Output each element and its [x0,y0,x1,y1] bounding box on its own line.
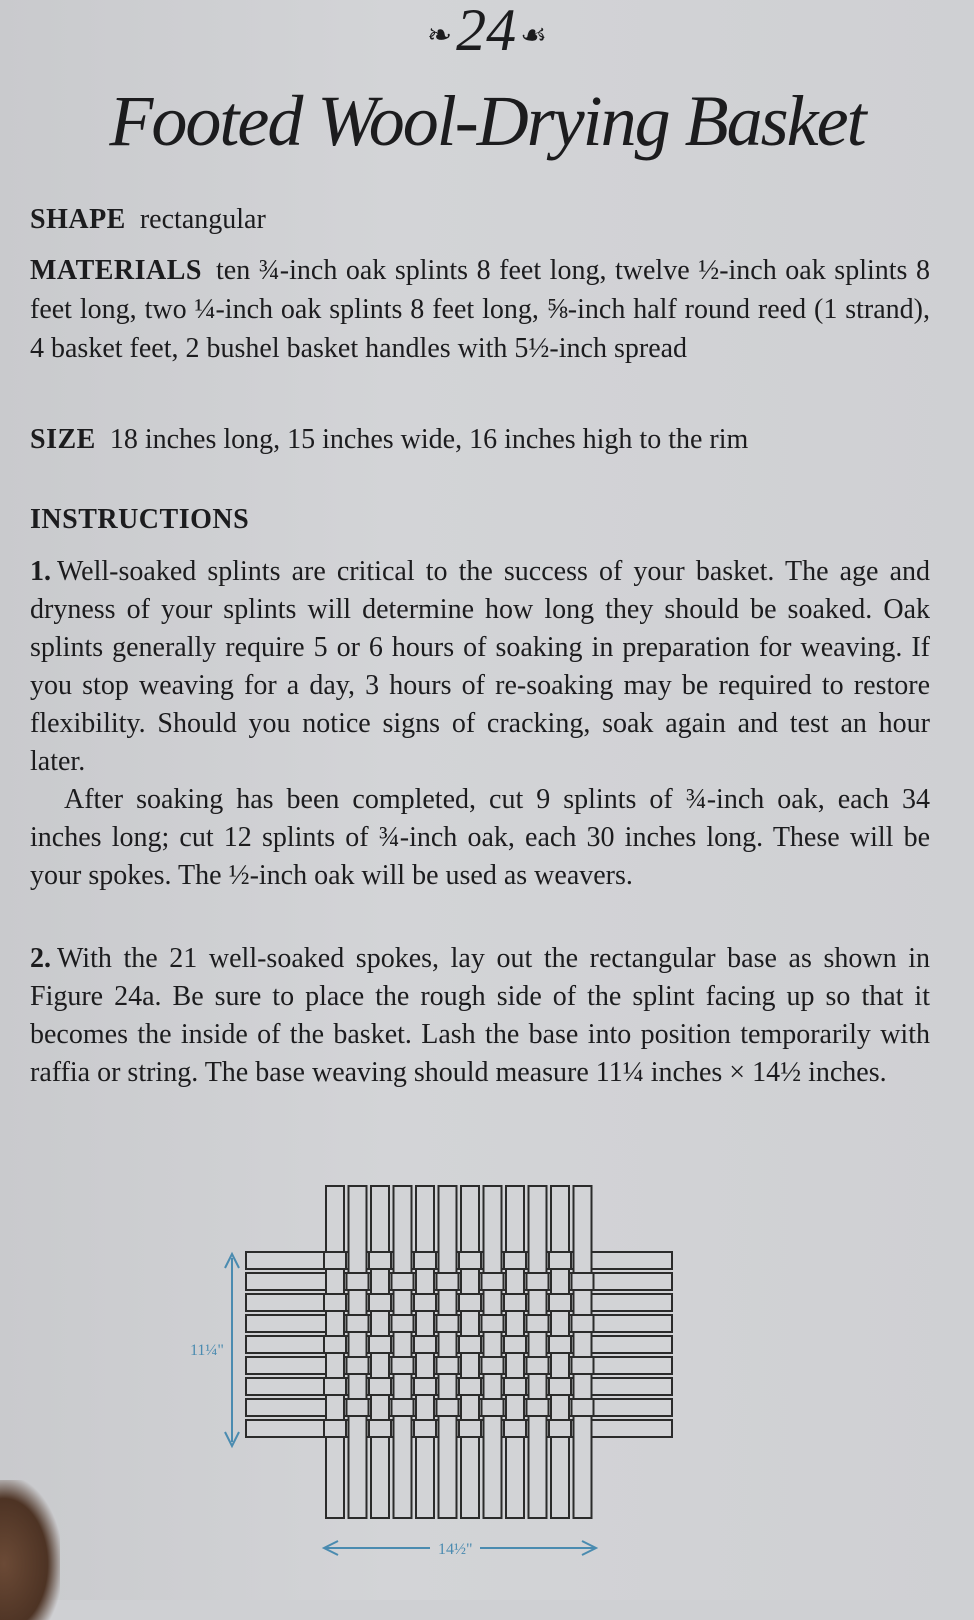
weave-crossing [369,1294,391,1311]
woven-base-diagram [180,1180,700,1590]
step-1-continued: After soaking has been completed, cut 9 splints of ¾-inch oak, each 34 inches long; cut 12 splints of ¾-inch oak, each 30 inches long. These will be your spokes. The ½-inch oak will be used as weavers. [30,784,930,891]
weave-crossing [459,1252,481,1269]
height-dimension-label: 11¼" [190,1342,224,1359]
left-ornament-icon: ❧ [426,19,453,53]
weave-crossing [504,1294,526,1311]
weave-crossing [572,1315,594,1332]
weave-crossing [482,1399,504,1416]
shape-value: rectangular [139,204,266,235]
weave-crossing [369,1420,391,1437]
weave-crossing [369,1378,391,1395]
weave-crossing [459,1378,481,1395]
weave-crossing [437,1357,459,1374]
weave-crossing [324,1420,346,1437]
weave-crossing [572,1273,594,1290]
weave-crossing [414,1336,436,1353]
weave-crossing [482,1357,504,1374]
weave-crossing [527,1273,549,1290]
weave-crossing [572,1357,594,1374]
weave-crossing [392,1315,414,1332]
materials-value: ten ¾-inch oak splints 8 feet long, twelve ½-inch oak splints 8 feet long, two ¼-inch oak splints 8 feet long, ⅝-inch half round reed (1 strand), 4 basket feet, 2 bushel basket handles with 5½-inch spread [30,255,930,364]
step-1-text: Well-soaked splints are critical to the success of your basket. The age and dryness of your splints will determine how long they should be soaked. Oak splints generally require 5 or 6 hours of soaking in preparation for weaving. If you stop weaving for a day, 3 hours of re-soaking may be required to restore flexibility. Should you notice signs of cracking, soak again and test an hour later. [30,556,930,777]
weave-crossing [437,1399,459,1416]
shape-label: SHAPE [30,204,126,235]
materials-label: MATERIALS [30,255,203,286]
weave-crossing [324,1294,346,1311]
weave-crossing [347,1399,369,1416]
weave-crossing [549,1252,571,1269]
weave-crossing [459,1294,481,1311]
chapter-number: 24 [456,0,517,63]
weave-crossing [347,1357,369,1374]
weave-crossing [324,1252,346,1269]
weave-crossing [527,1357,549,1374]
weave-crossing [324,1336,346,1353]
vertical-spoke [439,1186,457,1518]
weave-crossing [347,1273,369,1290]
weave-crossing [347,1315,369,1332]
weave-crossing [504,1336,526,1353]
weave-crossing [392,1273,414,1290]
instructions-heading: INSTRUCTIONS [30,504,250,535]
size-section [30,420,930,459]
materials-section [30,251,930,368]
weave-crossing [549,1294,571,1311]
figure-24a [180,1180,700,1590]
weave-crossing [392,1399,414,1416]
weave-crossing [459,1336,481,1353]
vertical-spoke [574,1186,592,1518]
right-ornament-icon: ☙ [520,19,548,53]
step-1-number: 1. [30,556,51,587]
weave-crossing [504,1252,526,1269]
vertical-spoke [484,1186,502,1518]
weave-crossing [392,1357,414,1374]
chapter-heading [0,0,974,63]
weave-crossing [572,1399,594,1416]
vertical-spoke [349,1186,367,1518]
instruction-step-1 [30,553,930,895]
weave-crossing [482,1315,504,1332]
weave-crossing [527,1399,549,1416]
thumb-shadow [0,1480,60,1620]
vertical-spoke [394,1186,412,1518]
weave-crossing [549,1336,571,1353]
weave-crossing [414,1378,436,1395]
weave-crossing [414,1252,436,1269]
weave-crossing [549,1420,571,1437]
weave-crossing [527,1315,549,1332]
weave-crossing [414,1420,436,1437]
weave-crossing [369,1336,391,1353]
page-title: Footed Wool-Drying Basket [109,81,865,161]
size-value: 18 inches long, 15 inches wide, 16 inches high to the rim [109,424,749,455]
step-2-number: 2. [30,943,51,974]
weave-crossing [504,1378,526,1395]
weave-crossing [482,1273,504,1290]
weave-crossing [459,1420,481,1437]
weave-crossing [504,1420,526,1437]
instruction-step-2 [30,940,930,1092]
weave-crossing [369,1252,391,1269]
weave-crossing [549,1378,571,1395]
weave-crossing [437,1273,459,1290]
width-dimension-label: 14½" [438,1541,473,1558]
weave-crossing [437,1315,459,1332]
weave-crossing [324,1378,346,1395]
size-label: SIZE [30,424,96,455]
shape-section [30,200,930,239]
weave-crossing [414,1294,436,1311]
step-2-text: With the 21 well-soaked spokes, lay out the rectangular base as shown in Figure 24a. Be sure to place the rough side of the splint facing up so that it becomes the inside of the basket. Lash the base into position temporarily with raffia or string. The base weaving should measure 11¼ inches × 14½ inches. [30,943,930,1088]
vertical-spoke [529,1186,547,1518]
